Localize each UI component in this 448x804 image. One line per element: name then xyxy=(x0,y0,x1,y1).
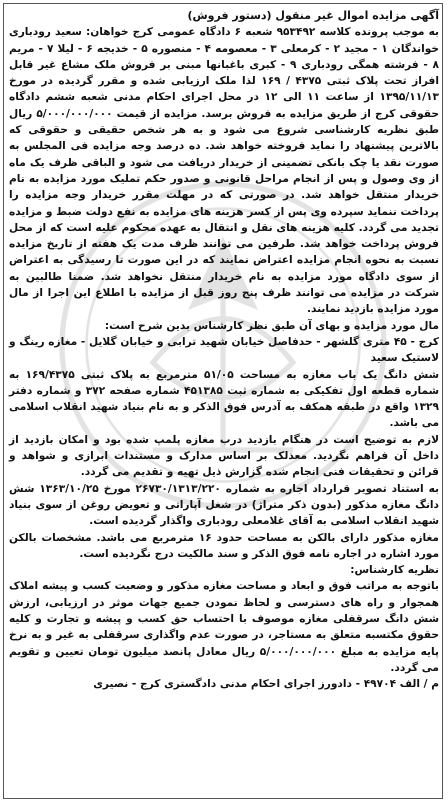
lease-contract-paragraph: به استناد تصویر قرارداد اجاره به شماره ۲۶۷۳۰/۱۳۱۳/۲۲۰ مورخ ۱۳۶۳/۱۰/۲۵ شش دانگ مغازه مذکور (بدون ذکر متراژ) در شغل آپاراتی و تعویض روغن از سوی بنیاد شهید انقلاب اسلامی به آقای غلامعلی رودباری واگذار گردیده است. xyxy=(9,482,440,528)
expert-opinion-paragraph: باتوجه به مراتب فوق و ابعاد و مساحت مغازه مذکور و وضعیت کسب و پیشه املاک همجوار و راه های دسترسی و لحاظ نمودن جمیع جهات موثر در ارزیابی، ارزش شش دانگ سرقفلی مغازه موصوف با احتساب حق کسب و پیشه و تجارت و کلیه حقوق مکتسبه متعلق به مستاجر، در صورت عدم واگذاری سرقفلی به غیر و به نرخ پایه مزایده به مبلغ ۵/۰۰۰/۰۰۰/۰۰۰ ریال معادل پانصد میلیون تومان تعیین و تقویم می گردد. xyxy=(9,580,439,674)
balcony-paragraph: مغازه مذکور دارای بالکن به مساحت حدود ۱۶ مترمربع می باشد. مشخصات بالکن مورد اشاره در اجاره نامه فوق الذکر و سند مالکیت درج نگردیده است. xyxy=(9,531,439,560)
notice-intro-paragraph: به موجب پرونده کلاسه ۹۵۳۴۹۲ شعبه ۶ دادگاه عمومی کرج خواهان: سعید رودباری خواندگان ۱ - مجید ۲ - کرمعلی ۳ - معصومه ۴ - منصوره ۵ - خدیجه ۶ - لیلا ۷ - مریم ۸ - فرشته همگی رودباری ۹ - کبری باغبانها مبنی بر فروش ملک مشاع غیر قابل افراز تحت پلاک ثبتی ۴۳۷۵ / ۱۶۹ لذا ملک ارزیابی شده و مقرر گردیده در مورخ ۱۳۹۵/۱۱/۱۳ از ساعت ۱۱ الی ۱۲ در محل اجرای احکام مدنی شعبه ششم دادگاه حقوقی کرج از طریق مزایده به فروش برسد. مزایده از قیمت ۵/۰۰۰/۰۰۰/۰۰۰ ریال طبق نظریه کارشناسی شروع می شود و به هر شخص حقیقی و حقوقی که بالاترین پیشنهاد را نماید فروخته خواهد شد. ده درصد وجه مزایده فی المجلس به صورت نقد یا چک بانکی تضمینی از خریدار دریافت می شود و الباقی ظرف یک ماه از وی وصول و پس از انجام مراحل قانونی و صدور حکم تملیک مورد مزایده به نام خریدار منتقل خواهد شد. در صورتی که در مهلت مقرر خریدار وجه مزایده را پرداخت ننماید سپرده وی پس از کسر هزینه های مزایده به نفع دولت ضبط و مزایده تجدید می گردد. کلیه هزینه های نقل و انتقال به عهده محکوم علیه است که از محل فروش پرداخت خواهد شد. طرفین می توانند ظرف مدت یک هفته از تاریخ مزایده نسبت به نحوه انجام مزایده اعتراض نمایند که در این صورت تا رسیدگی به اعتراض از سوی دادگاه مورد مزایده به نام خریدار منتقل نخواهد شد. ضمنا طالبین به شرکت در مزایده می توانند ظرف پنج روز قبل از مزایده با اطلاع این اجرا از مال مورد مزایده بازدید نمایند. xyxy=(9,26,440,316)
inspection-note: لازم به توضیح است در هنگام بازدید درب مغازه پلمپ شده بود و امکان بازدید از داخل آن فراهم نگردید. معذلک بر اساس مدارک و مستندات ابرازی و شواهد و قرائن و تحقیقات فنی انجام شده گزارش ذیل تهیه و تقدیم می گردد. xyxy=(9,433,439,479)
property-address: کرج - ۴۵ متری گلشهر - حدفاصل خیابان شهید ترابی و خیابان گلایل - مغازه رینگ و لاستیک سعید xyxy=(9,335,439,365)
expert-opinion-heading: نظریه کارشناس: xyxy=(350,564,439,577)
property-description: شش دانگ یک باب مغازه به مساحت ۵۱/۰۵ مترمربع به پلاک ثبتی ۱۶۹/۴۳۷۵ به شماره قطعه اول تفکیکی به شماره ثبت ۴۵۱۳۸۵ شماره صفحه ۳۷۲ و شماره دفتر ۱۳۲۹ واقع در طبقه همکف به آدرس فوق الذکر و به نام بنیاد شهید انقلاب اسلامی می باشد. xyxy=(9,368,440,430)
notice-signature: م / الف ۴۹۷۰۴ - دادورز اجرای احکام مدنی دادگستری کرج - نصیری xyxy=(93,678,439,691)
notice-title: آگهی مزایده اموال غیر منقول (دستور فروش) xyxy=(187,9,439,22)
property-heading: مال مورد مزایده و بهای آن طبق نظر کارشناس بدین شرح است: xyxy=(104,319,439,332)
notice-document xyxy=(9,8,439,692)
